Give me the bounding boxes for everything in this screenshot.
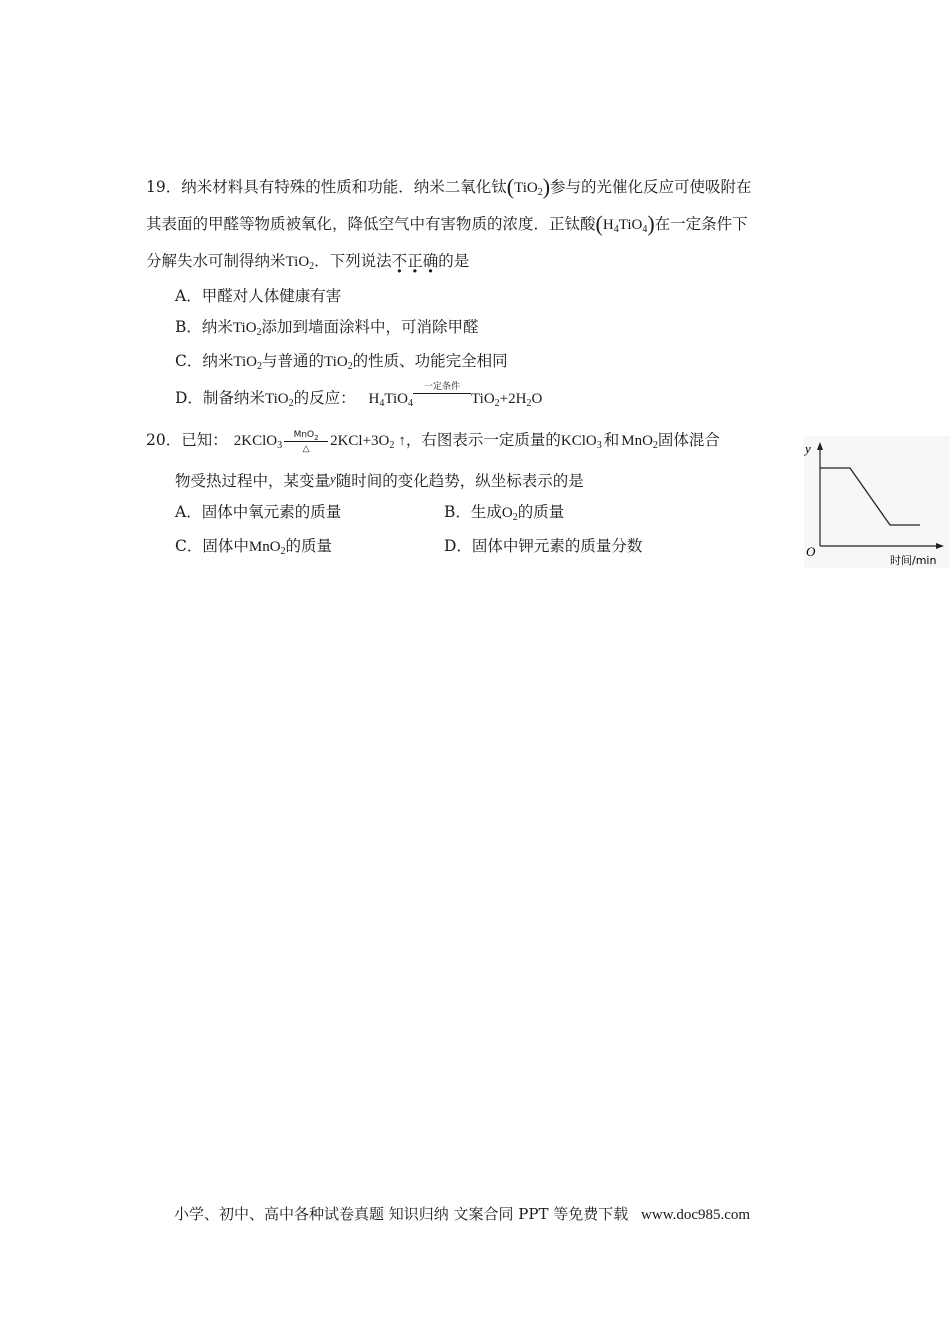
q19-line3-text-c: 的是 bbox=[438, 252, 470, 270]
formula: TiO$_2$ bbox=[233, 354, 263, 372]
q19-line3-text-a: 分解失水可制得纳米 bbox=[146, 252, 286, 270]
reaction-condition: 一定条件 bbox=[413, 382, 471, 405]
q19-line2 bbox=[146, 211, 748, 236]
q20-line1-text-c: 和 bbox=[603, 431, 620, 449]
option-text: C．纳米 bbox=[175, 352, 234, 370]
x-axis-label: 时间/min bbox=[890, 554, 937, 567]
trend-graph-svg bbox=[804, 436, 950, 568]
formula: TiO$_2$ bbox=[514, 180, 543, 198]
footer bbox=[174, 1203, 750, 1224]
option-text: A．固体中氧元素的质量 bbox=[175, 503, 342, 521]
q20-line1-text-d: 固体混合 bbox=[657, 431, 720, 449]
reaction-equation: $H_4TiO_4$ 一定条件 $TiO_2+2H_2O$ bbox=[368, 382, 543, 409]
q20-line1-text-b: ，右图表示一定质量的 bbox=[405, 431, 561, 449]
option-text: 的反应： bbox=[293, 389, 356, 407]
q20-line1-text-a: 20．已知： bbox=[146, 431, 228, 449]
q19-line1-text-b: 参与的光催化反应可使吸附在 bbox=[550, 178, 752, 196]
formula: $H_4TiO_4$ bbox=[602, 217, 648, 235]
q20-option-c bbox=[175, 536, 332, 557]
q20-line2 bbox=[175, 469, 584, 491]
footer-url[interactable]: www.doc985.com bbox=[641, 1207, 751, 1223]
q19-line1-text-a: 19．纳米材料具有特殊的性质和功能．纳米二氧化钛 bbox=[146, 178, 507, 196]
footer-text: 小学、初中、高中各种试卷真题 知识归纳 文案合同 PPT 等免费下载 bbox=[174, 1205, 629, 1223]
paren: ) bbox=[647, 211, 655, 236]
q19-line2-text-b: 在一定条件下 bbox=[654, 215, 748, 233]
option-text: A．甲醛对人体健康有害 bbox=[175, 287, 342, 305]
q19-option-b bbox=[175, 317, 479, 338]
option-text: D．固体中钾元素的质量分数 bbox=[444, 537, 643, 555]
paren: ( bbox=[595, 211, 603, 236]
q19-line1 bbox=[146, 174, 752, 199]
q20-option-b bbox=[444, 502, 564, 523]
emphasis-char: 不 bbox=[391, 252, 408, 270]
q20-line1 bbox=[146, 430, 720, 453]
formula: MnO$_2$ bbox=[621, 433, 658, 451]
q19-option-a bbox=[175, 286, 341, 306]
trend-graph bbox=[804, 436, 950, 568]
q19-line2-text-a: 其表面的甲醛等物质被氧化，降低空气中有害物质的浓度．正钛酸 bbox=[146, 215, 596, 233]
q20-option-d bbox=[444, 536, 642, 556]
formula: KClO$_3$ bbox=[560, 433, 602, 451]
option-text: C．固体中 bbox=[175, 537, 249, 555]
q20-line2-text-a: 物受热过程中，某变量 bbox=[175, 472, 331, 490]
formula: TiO$_2$ bbox=[232, 320, 262, 338]
graph-background bbox=[804, 436, 950, 568]
y-axis-label: y bbox=[805, 441, 811, 456]
option-text: 的质量 bbox=[517, 503, 565, 521]
emphasis-char: 确 bbox=[422, 252, 439, 270]
option-text: B．纳米 bbox=[175, 318, 233, 336]
formula: TiO$_2$ bbox=[324, 354, 353, 372]
q19-line3 bbox=[146, 251, 469, 272]
reaction-equation: 2KClO$_3$ MnO$_2$ △ $2KCl+3O_2$ ↑ bbox=[233, 430, 406, 454]
emphasis-char: 正 bbox=[407, 252, 423, 270]
option-text: 添加到墙面涂料中，可消除甲醛 bbox=[261, 318, 479, 336]
option-text: D．制备纳米 bbox=[175, 389, 265, 407]
variable: y bbox=[330, 471, 336, 486]
q19-option-c bbox=[175, 351, 508, 372]
formula: TiO$_2$ bbox=[264, 391, 294, 409]
q19-line3-text-b: ．下列说法 bbox=[314, 252, 392, 270]
q20-option-a bbox=[175, 502, 341, 522]
q20-line2-text-b: 随时间的变化趋势，纵坐标表示的是 bbox=[335, 472, 584, 490]
origin-label: O bbox=[806, 544, 816, 559]
paren: ) bbox=[542, 174, 551, 199]
option-text: 与普通的 bbox=[262, 352, 325, 370]
option-text: 的性质、功能完全相同 bbox=[352, 352, 508, 370]
reaction-condition: MnO$_2$ △ bbox=[284, 430, 328, 453]
option-text: 的质量 bbox=[285, 537, 333, 555]
option-text: B．生成 bbox=[444, 503, 502, 521]
formula: TiO$_2$ bbox=[285, 254, 315, 272]
q19-option-d bbox=[175, 382, 543, 411]
paren: ( bbox=[506, 174, 515, 199]
formula: MnO$_2$ bbox=[248, 539, 286, 557]
formula: $O_2$ bbox=[501, 505, 518, 523]
